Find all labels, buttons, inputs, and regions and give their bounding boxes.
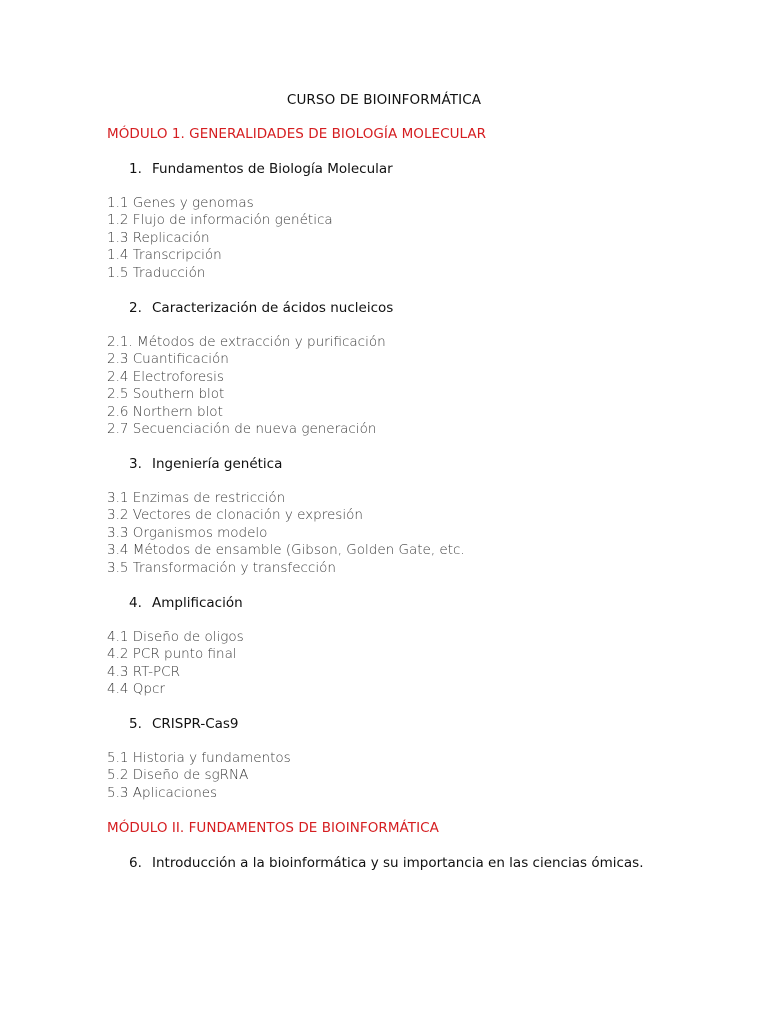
list-item: 1.3 Replicación xyxy=(107,229,210,246)
list-item: 3.2 Vectores de clonación y expresión xyxy=(107,507,363,524)
section-1-title: Fundamentos de Biología Molecular xyxy=(152,161,393,177)
list-item: 5.1 Historia y fundamentos xyxy=(107,750,291,766)
list-item: 2.5 Southern blot xyxy=(107,386,225,403)
list-item: 2.6 Northern blot xyxy=(107,403,223,420)
section-2-title: Caracterización de ácidos nucleicos xyxy=(152,300,394,316)
section-6-title: Introducción a la bioinformática y su importancia en las ciencias ómicas. xyxy=(152,855,644,871)
section-3-items xyxy=(107,490,465,577)
list-item: 2.1. Métodos de extracción y purificación xyxy=(107,334,386,350)
section-3-title: Ingeniería genética xyxy=(152,456,283,472)
list-item: 3.3 Organismos modelo xyxy=(107,524,268,541)
list-item: 1.4 Transcripción xyxy=(107,247,222,264)
section-5-number: 5. xyxy=(129,716,142,732)
list-item: 5.3 Aplicaciones xyxy=(107,784,218,801)
section-2-items xyxy=(107,334,386,438)
list-item: 5.2 Diseño de sgRNA xyxy=(107,767,249,784)
list-item: 1.2 Flujo de información genética xyxy=(107,212,333,229)
section-3-heading xyxy=(129,456,282,472)
section-2-heading xyxy=(129,300,393,316)
section-4-number: 4. xyxy=(129,595,142,611)
list-item: 1.5 Traducción xyxy=(107,264,206,281)
section-5-heading xyxy=(129,716,239,732)
list-item: 1.1 Genes y genomas xyxy=(107,195,254,211)
list-item: 3.1 Enzimas de restricción xyxy=(107,490,286,506)
module-2-heading: MÓDULO II. FUNDAMENTOS DE BIOINFORMÁTICA xyxy=(107,820,439,836)
list-item: 3.5 Transformación y transfección xyxy=(107,559,336,576)
document-title: CURSO DE BIOINFORMÁTICA xyxy=(286,92,482,108)
section-1-items xyxy=(107,195,333,282)
section-1-number: 1. xyxy=(129,161,142,177)
list-item: 2.4 Electroforesis xyxy=(107,368,224,385)
section-4-heading xyxy=(129,595,243,611)
section-5-items xyxy=(107,750,291,802)
module-1-heading: MÓDULO 1. GENERALIDADES DE BIOLOGÍA MOLECULAR xyxy=(107,126,487,142)
section-5-title: CRISPR-Cas9 xyxy=(152,716,239,732)
list-item: 3.4 Métodos de ensamble (Gibson, Golden Gate, etc. xyxy=(107,542,465,559)
section-4-items xyxy=(107,629,244,699)
list-item: 4.3 RT-PCR xyxy=(107,663,180,680)
section-1-heading xyxy=(129,161,393,177)
section-4-title: Amplificación xyxy=(152,595,243,611)
list-item: 4.1 Diseño de oligos xyxy=(107,629,244,645)
list-item: 4.4 Qpcr xyxy=(107,681,165,698)
list-item: 2.3 Cuantificación xyxy=(107,351,229,368)
section-6-heading xyxy=(129,855,644,871)
list-item: 4.2 PCR punto final xyxy=(107,646,237,663)
section-3-number: 3. xyxy=(129,456,142,472)
section-2-number: 2. xyxy=(129,300,142,316)
section-6-number: 6. xyxy=(129,855,142,871)
list-item: 2.7 Secuenciación de nueva generación xyxy=(107,421,377,438)
